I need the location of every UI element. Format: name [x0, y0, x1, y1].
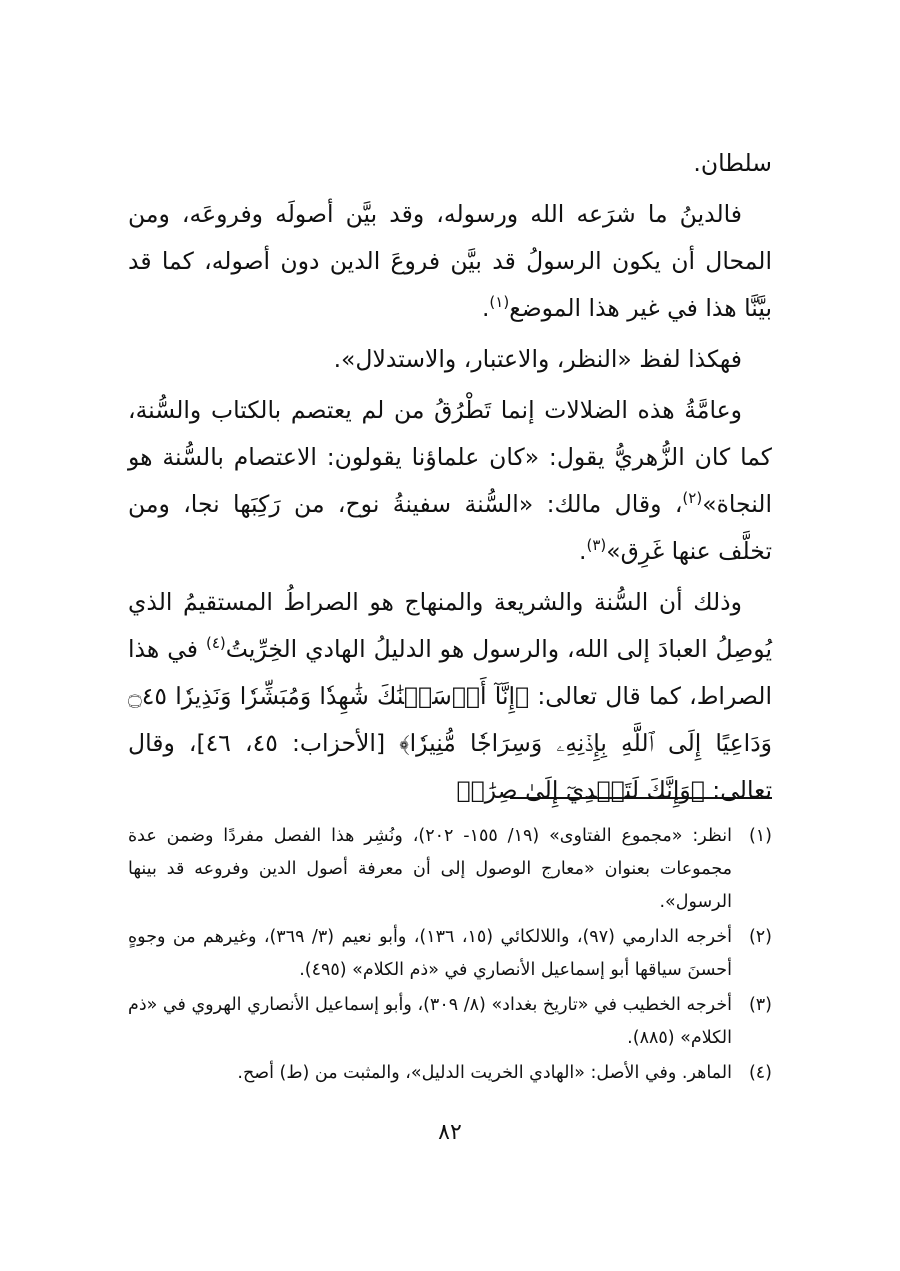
- footnote-ref-1[interactable]: (١): [489, 293, 510, 312]
- footnotes: [128, 820, 772, 1092]
- footnote-separator: [510, 797, 772, 799]
- footnote-ref-3[interactable]: (٣): [586, 536, 607, 555]
- footnote-text: أخرجه الخطيب في «تاريخ بغداد» (٨/ ٣٠٩)، وأبو إسماعيل الأنصاري الهروي في «ذم الكلام» (٨٨٥).: [128, 995, 733, 1048]
- footnote-ref-4[interactable]: (٤): [205, 634, 226, 653]
- footnote-number: (٤): [748, 1063, 772, 1083]
- quran-verse-2: ﴿وَإِنَّكَ لَتَهۡدِيٓ إِلَىٰ صِرَٰطٖ: [456, 776, 705, 804]
- footnote-ref-2[interactable]: (٢): [682, 489, 703, 508]
- footnote-number: (١): [748, 826, 772, 846]
- footnote-text: انظر: «مجموع الفتاوى» (١٩/ ١٥٥- ٢٠٢)، ونُشِر هذا الفصل مفردًا وضمن عدة مجموعات بعنوان «معارج الوصول إلى أن معرفة أصول الدين وفروعه قد بينها الرسول».: [128, 826, 732, 912]
- paragraph-2-text: فالدينُ ما شرَعه الله ورسوله، وقد بيَّن أصولَه وفروعَه، ومن المحال أن يكون الرسولُ قد بيَّن فروعَ الدين دون أصوله، كما قد بيَّنَّا هذا في غير هذا الموضع: [128, 200, 772, 322]
- paragraph-4-text-2: ، وقال مالك: «السُّنة سفينةُ نوح، من رَكِبَها نجا، ومن تخلَّف عنها غَرِق»: [128, 490, 772, 565]
- paragraph-4-end: .: [579, 537, 587, 565]
- verse-reference: [الأحزاب: ٤٥، ٤٦]، وقال تعالى:: [128, 729, 772, 804]
- quran-verse-1: ﴿إِنَّآ أَرۡسَلۡنَٰكَ شَٰهِدٗا وَمُبَشِّرٗا وَنَذِيرٗا ۝٤٥ وَدَاعِيًا إِلَى ٱللَّهِ بِإِذۡنِهِۦ وَسِرَاجٗا مُّنِيرٗا﴾: [128, 682, 773, 757]
- footnote-number: (٢): [748, 927, 772, 947]
- page-number: ٨٢: [438, 1120, 462, 1145]
- paragraph-4-text-1: وعامَّةُ هذه الضلالات إنما تَطْرُقُ من لم يعتصم بالكتاب والسُّنة، كما كان الزُّهريُّ يقول: «كان علماؤنا يقولون: الاعتصام بالسُّنة هو النجاة»: [128, 396, 772, 518]
- paragraph-2: [128, 191, 772, 332]
- paragraph-4: [128, 387, 772, 575]
- footnote-4: [128, 1057, 772, 1090]
- footnote-text: أخرجه الدارمي (٩٧)، واللالكائي (١٥، ١٣٦)، وأبو نعيم (٣/ ٣٦٩)، وغيرهم من وجوهٍ أحسنَ سياقها أبو إسماعيل الأنصاري في «ذم الكلام» (٤٩٥).: [128, 927, 732, 980]
- paragraph-2-end: .: [481, 294, 490, 322]
- paragraph-3: فهكذا لفظ «النظر، والاعتبار، والاستدلال».: [333, 345, 742, 373]
- footnote-2: [128, 921, 772, 987]
- paragraph-5: [128, 579, 772, 814]
- footnote-number: (٣): [748, 995, 772, 1015]
- footnote-1: [128, 820, 772, 919]
- paragraph-5-text-2: في هذا الصراط، كما قال تعالى:: [128, 635, 772, 710]
- paragraph-1: سلطان.: [693, 149, 772, 177]
- footnote-text: الماهر. وفي الأصل: «الهادي الخريت الدليل»، والمثبت من (ط) أصح.: [237, 1063, 732, 1083]
- paragraph-5-text-1: وذلك أن السُّنة والشريعة والمنهاج هو الصراطُ المستقيمُ الذي يُوصِلُ العبادَ إلى الله، والرسول هو الدليلُ الهادي الخِرِّيتُ: [128, 588, 772, 663]
- main-text: [128, 140, 772, 814]
- footnote-3: [128, 989, 772, 1055]
